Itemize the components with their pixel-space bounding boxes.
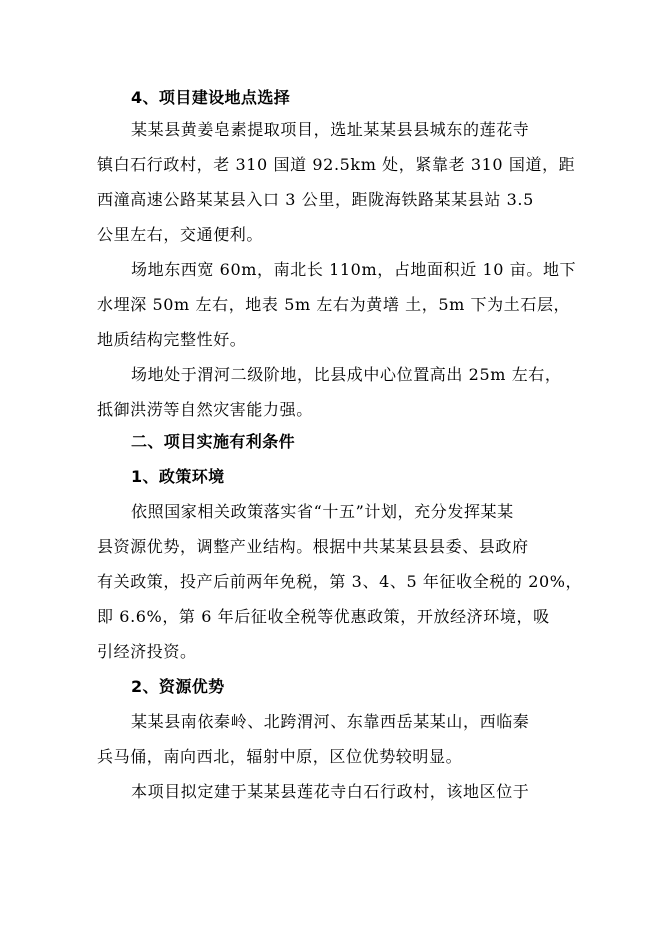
heading-site-selection: 4、项目建设地点选择: [131, 88, 291, 107]
paragraph-line: 有关政策，投产后前两年免税，第 3、4、5 年征收全税的 20%，: [97, 572, 583, 591]
paragraph-line: 即 6.6%，第 6 年后征收全税等优惠政策，开放经济环境，吸: [97, 607, 550, 626]
heading-resource-advantage: 2、资源优势: [131, 677, 225, 696]
paragraph-line: 依照国家相关政策落实省“十五”计划，充分发挥某某: [131, 502, 514, 521]
paragraph-line: 地质结构完整性好。: [97, 330, 247, 349]
paragraph-line: 某某县黄姜皂素提取项目，选址某某县县城东的莲花寺: [131, 120, 530, 139]
paragraph-line: 某某县南依秦岭、北跨渭河、东靠西岳某某山，西临秦: [131, 712, 530, 731]
paragraph-line: 抵御洪涝等自然灾害能力强。: [97, 400, 313, 419]
paragraph-line: 镇白石行政村，老 310 国道 92.5km 处，紧靠老 310 国道，距: [97, 155, 576, 174]
paragraph-line: 场地处于渭河二级阶地，比县成中心位置高出 25m 左右，: [131, 365, 562, 384]
paragraph-line: 公里左右，交通便利。: [97, 225, 264, 244]
heading-favorable-conditions: 二、项目实施有利条件: [131, 432, 296, 451]
paragraph-line: 引经济投资。: [97, 642, 197, 661]
paragraph-line: 兵马俑，南向西北，辐射中原，区位优势较明显。: [97, 747, 463, 766]
heading-policy-environment: 1、政策环境: [131, 467, 225, 486]
paragraph-line: 水埋深 50m 左右，地表 5m 左右为黄墡 土，5m 下为土石层，: [97, 295, 571, 314]
paragraph-line: 本项目拟定建于某某县莲花寺白石行政村，该地区位于: [131, 782, 530, 801]
paragraph-line: 县资源优势，调整产业结构。根据中共某某县县委、县政府: [97, 537, 529, 556]
paragraph-line: 西潼高速公路某某县入口 3 公里，距陇海铁路某某县站 3.5: [97, 190, 534, 209]
paragraph-line: 场地东西宽 60m，南北长 110m，占地面积近 10 亩。地下: [131, 260, 577, 279]
